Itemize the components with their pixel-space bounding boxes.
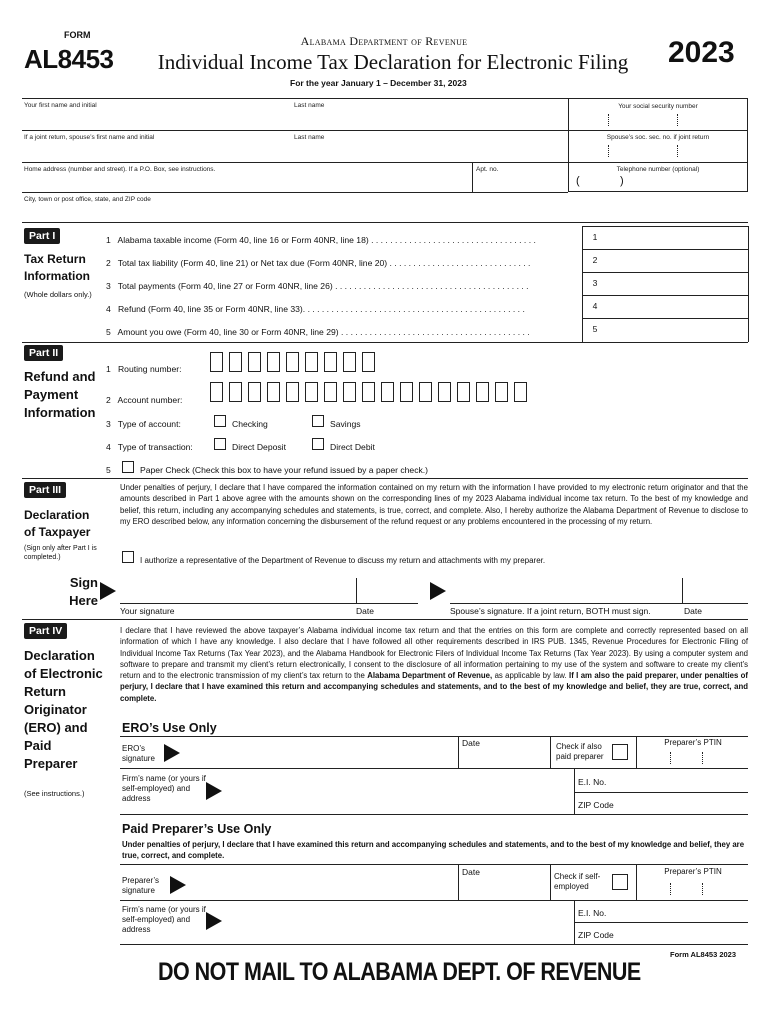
- authorize-checkbox[interactable]: [122, 551, 134, 563]
- part4-note: (See instructions.): [24, 789, 85, 798]
- form-number: AL8453: [24, 44, 114, 74]
- part1-line2: 2 Total tax liability (Form 40, line 21) or Net tax due (Form 40NR, line 20) . . . . . . . . . . . . . . . . . . . . . . . . . . . . . .: [106, 258, 531, 268]
- department-name: Alabama Department of Revenue: [300, 34, 468, 48]
- ero-signature-field[interactable]: [184, 738, 458, 766]
- transaction-type-label: 4 Type of transaction:: [106, 442, 193, 452]
- preparer-ein-field[interactable]: [616, 902, 746, 920]
- spouse-sign-arrow-icon: [430, 582, 446, 600]
- last-name-field[interactable]: [292, 110, 566, 128]
- spouse-first-name-field[interactable]: [22, 142, 292, 160]
- part1-line3: 3 Total payments (Form 40, line 27 or Form 40NR, line 26) . . . . . . . . . . . . . . . . . . . . . . . . . . . . . . . . . . . . . . . . .: [106, 281, 529, 291]
- part1-note: (Whole dollars only.): [24, 290, 92, 299]
- preparer-ptin-field[interactable]: [640, 880, 746, 898]
- spouse-first-name-label: If a joint return, spouse’s first name and initial: [24, 134, 155, 141]
- part1-line3-amount[interactable]: [606, 273, 748, 295]
- paper-check-label: Paper Check (Check this box to have your refund issued by a paper check.): [140, 465, 429, 475]
- account-type-label: 3 Type of account:: [106, 419, 181, 429]
- apt-label: Apt. no.: [476, 166, 499, 173]
- address-label: Home address (number and street). If a P.O. Box, see instructions.: [24, 166, 216, 173]
- account-label: 2 Account number:: [106, 395, 183, 405]
- part1-box1-label: 1: [592, 232, 598, 242]
- ssn-label: Your social security number: [618, 103, 698, 110]
- ssn-field[interactable]: [570, 112, 746, 128]
- paper-check-checkbox[interactable]: [122, 461, 134, 473]
- preparer-ein-label: E.I. No.: [578, 908, 607, 918]
- spouse-signature-label: Spouse’s signature. If a joint return, BOTH must sign.: [450, 606, 651, 616]
- part2-tag: Part II: [24, 345, 63, 361]
- part1-tag: Part I: [24, 228, 60, 244]
- ero-ein-label: E.I. No.: [578, 777, 607, 787]
- sign-here-label: Sign Here: [69, 575, 98, 608]
- sign-arrow-icon: [100, 582, 116, 600]
- part1-box2-label: 2: [592, 255, 598, 265]
- ero-firm-arrow-icon: [206, 782, 222, 800]
- preparer-date-field[interactable]: [462, 880, 550, 898]
- spouse-signature-field[interactable]: [450, 578, 682, 602]
- direct-debit-label: Direct Debit: [330, 442, 375, 452]
- form-id-footer: Form AL8453 2023: [670, 950, 737, 959]
- part1-line4-amount[interactable]: [606, 296, 748, 318]
- taxpayer-declaration: Under penalties of perjury, I declare that I have compared the information contained on my return with the information I have provided to my electronic return originator and that the amounts described in Part 1 above agree with the amounts shown on the corresponding lines of my 2023 Alabama individual income tax return. To the best of my knowledge and belief, this return, including any accompanying schedules and statements, is true, correct, and complete. Also, I hereby authorize the Alabama Department of Revenue to disclose to my ERO described below, any information concerning the disbursement of the refund request or any problems encountered in the processing of my return.: [120, 483, 748, 526]
- form-label: FORM: [64, 30, 91, 40]
- preparer-signature-label: Preparer’s signature: [122, 876, 160, 895]
- paper-check-number: 5: [106, 465, 111, 475]
- savings-checkbox[interactable]: [312, 415, 324, 427]
- preparer-zip-field[interactable]: [624, 924, 746, 942]
- preparer-zip-label: ZIP Code: [578, 930, 614, 940]
- part1-line2-amount[interactable]: [606, 250, 748, 272]
- ero-date-label: Date: [462, 738, 480, 748]
- authorize-label: I authorize a representative of the Department of Revenue to discuss my return and attachments with my preparer.: [140, 556, 546, 565]
- preparer-date-label: Date: [462, 867, 480, 877]
- part1-box5-label: 5: [592, 324, 598, 334]
- preparer-firm-field[interactable]: [226, 902, 572, 944]
- ero-ein-field[interactable]: [616, 772, 746, 790]
- ero-ptin-field[interactable]: [640, 750, 746, 766]
- phone-close-paren: ): [620, 175, 624, 187]
- direct-debit-checkbox[interactable]: [312, 438, 324, 450]
- taxpayer-date-field[interactable]: [358, 578, 418, 602]
- spouse-last-name-field[interactable]: [292, 142, 566, 160]
- ero-zip-field[interactable]: [624, 794, 746, 812]
- ero-heading: ERO’s Use Only: [122, 721, 217, 735]
- do-not-mail-warning: DO NOT MAIL TO ALABAMA DEPT. OF REVENUE: [158, 958, 641, 986]
- city-field[interactable]: [22, 204, 748, 220]
- paid-preparer-heading: Paid Preparer’s Use Only: [122, 822, 272, 836]
- first-name-field[interactable]: [22, 110, 292, 128]
- preparer-sign-arrow-icon: [170, 876, 186, 894]
- spouse-ssn-field[interactable]: [570, 143, 746, 159]
- ero-sign-arrow-icon: [164, 744, 180, 762]
- phone-open-paren: (: [576, 175, 580, 187]
- ero-zip-label: ZIP Code: [578, 800, 614, 810]
- part3-note: (Sign only after Part I is completed.): [24, 545, 97, 562]
- city-label: City, town or post office, state, and ZIP code: [24, 196, 151, 203]
- taxpayer-date-label: Date: [356, 606, 374, 616]
- direct-deposit-label: Direct Deposit: [232, 442, 286, 452]
- account-number-field[interactable]: [210, 382, 530, 406]
- part4-title: Declaration of Electronic Return Originator (ERO) and Paid Preparer: [24, 648, 103, 771]
- phone-field[interactable]: [570, 174, 746, 192]
- routing-label: 1 Routing number:: [106, 364, 182, 374]
- spouse-date-label: Date: [684, 606, 702, 616]
- ero-check-label: Check if also paid preparer: [556, 742, 604, 761]
- part1-box4-label: 4: [592, 301, 598, 311]
- part1-line1: 1 Alabama taxable income (Form 40, line 16 or Form 40NR, line 18) . . . . . . . . . . . . . . . . . . . . . . . . . . . . . . . . . . .: [106, 235, 536, 245]
- tax-period: For the year January 1 – December 31, 2023: [290, 78, 467, 88]
- ero-signature-label: ERO’s signature: [122, 744, 155, 763]
- ero-ptin-label: Preparer’s PTIN: [664, 738, 722, 747]
- self-employed-checkbox[interactable]: [612, 874, 628, 890]
- routing-number-field[interactable]: [210, 352, 380, 376]
- ero-firm-field[interactable]: [226, 770, 572, 814]
- part1-line5-amount[interactable]: [606, 319, 748, 341]
- spouse-date-field[interactable]: [684, 578, 748, 602]
- last-name-label: Last name: [294, 102, 325, 109]
- preparer-firm-arrow-icon: [206, 912, 222, 930]
- self-employed-label: Check if self-employed: [554, 872, 601, 891]
- part4-tag: Part IV: [24, 623, 67, 639]
- paid-preparer-declaration: Under penalties of perjury, I declare that I have examined this return and accompanying schedules and statements, and to the best of my knowledge and belief, they are true, correct, and complete.: [122, 840, 745, 860]
- savings-label: Savings: [330, 419, 361, 429]
- checking-checkbox[interactable]: [214, 415, 226, 427]
- part1-line1-amount[interactable]: [606, 227, 748, 249]
- address-field[interactable]: [22, 174, 470, 192]
- your-signature-label: Your signature: [120, 606, 175, 616]
- direct-deposit-checkbox[interactable]: [214, 438, 226, 450]
- part1-line4: 4 Refund (Form 40, line 35 or Form 40NR, line 33). . . . . . . . . . . . . . . . . . . . . . . . . . . . . . . . . . . . . . . . . . . . . . .: [106, 304, 525, 314]
- ero-firm-label: Firm’s name (or yours if self-employed) and address: [122, 774, 206, 803]
- checking-label: Checking: [232, 419, 268, 429]
- spouse-ssn-label: Spouse’s soc. sec. no. if joint return: [606, 134, 710, 141]
- ero-declaration: I declare that I have reviewed the above taxpayer’s Alabama individual income tax return and that the entries on this form are complete and correctly represented based on all information of which I have any knowledge. I also declare that I have followed all other requirements described in IRS PUB. 1345, Revenue Procedures for Electronic Filing of Individual Income Tax Returns (Tax Year 2023), and the Alabama Handbook for Electronic Filers of Individual Income Tax Returns (Tax Year 2023). By using a computer system and software to prepare and transmit my client’s return electronically, I consent to the disclosure of all information pertaining to my use of the system and software to create my client’s return and to the electronic transmission of my client’s tax return to the Alabama Department of Revenue, as applicable by law. If I am also the paid preparer, under penalties of perjury, I declare that I have examined this return and accompanying schedules and statements, and to the best of my knowledge and belief, they are true, correct, and complete.: [120, 626, 749, 703]
- apt-field[interactable]: [474, 174, 566, 192]
- part2-title: Refund and Payment Information: [24, 369, 96, 420]
- part1-box3-label: 3: [592, 278, 598, 288]
- preparer-signature-field[interactable]: [190, 866, 458, 898]
- ero-date-field[interactable]: [462, 750, 550, 766]
- part1-title: Tax Return Information: [24, 252, 90, 284]
- ero-paid-preparer-checkbox[interactable]: [612, 744, 628, 760]
- phone-label: Telephone number (optional): [616, 166, 700, 173]
- part3-title: Declaration of Taxpayer: [24, 508, 91, 540]
- part3-tag: Part III: [24, 482, 66, 498]
- preparer-firm-label: Firm’s name (or yours if self-employed) and address: [122, 905, 206, 934]
- first-name-label: Your first name and initial: [24, 102, 97, 109]
- taxpayer-signature-field[interactable]: [120, 578, 356, 602]
- spouse-last-name-label: Last name: [294, 134, 325, 141]
- tax-year: 2023: [668, 36, 735, 69]
- form-title: Individual Income Tax Declaration for Electronic Filing: [157, 50, 629, 74]
- part1-line5: 5 Amount you owe (Form 40, line 30 or Form 40NR, line 29) . . . . . . . . . . . . . . . . . . . . . . . . . . . . . . . . . . . . . . . .: [106, 327, 530, 337]
- preparer-ptin-label: Preparer’s PTIN: [664, 867, 722, 876]
